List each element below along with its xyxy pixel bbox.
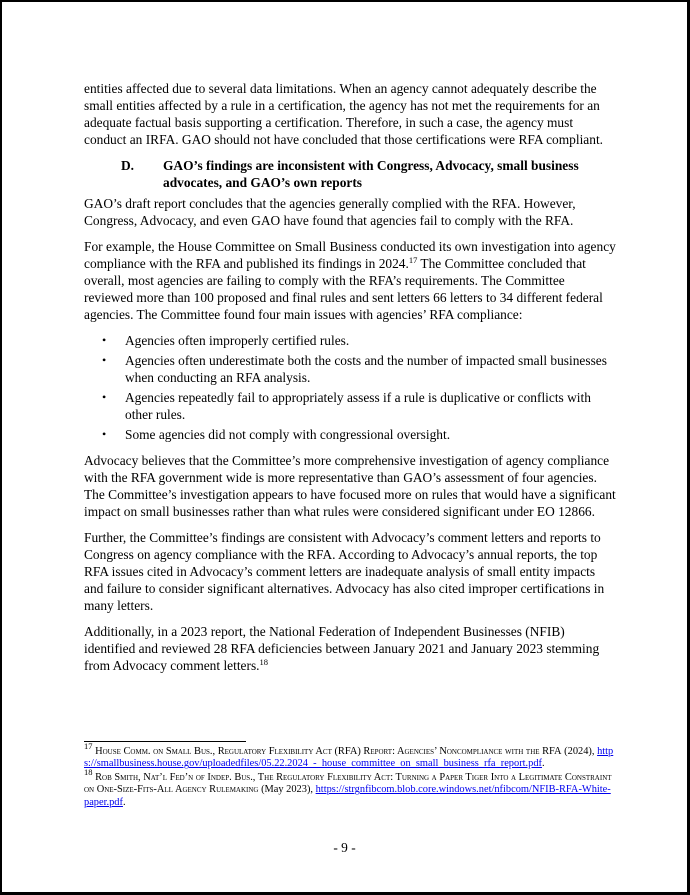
bullet-icon: •	[102, 353, 107, 367]
footnote-ref-18[interactable]: 18	[259, 657, 269, 667]
body-text	[84, 80, 616, 683]
list-item	[84, 352, 616, 386]
footnote-number: 18	[84, 766, 93, 777]
section-number: D.	[121, 158, 135, 173]
footnote-link[interactable]: https://strgnfibcom.blob.core.windows.net/nfibcom/NFIB-RFA-White-paper.pdf	[84, 784, 611, 808]
footnote-link[interactable]: https://smallbusiness.house.gov/uploadedfiles/05.22.2024_-_house_committee_on_small_business_rfa_report.pdf	[84, 746, 614, 770]
list-item-text: Agencies often underestimate both the costs and the number of impacted small businesses when conducting an RFA analysis.	[125, 353, 607, 385]
list-item	[84, 389, 616, 423]
footnote-number: 17	[84, 741, 93, 751]
list-item	[84, 332, 616, 349]
paragraph-certification: entities affected due to several data limitations. When an agency cannot adequately describe the small entities affected by a rule in a certification, the agency has not met the requirements for an adequate factual basis supporting a certification. Therefore, in such a case, the agency must conduct an IRFA. GAO should not have concluded that those certifications were RFA compliant.	[84, 81, 604, 147]
footnote-17	[84, 741, 616, 771]
footnote-divider	[84, 741, 246, 742]
footnotes	[84, 741, 616, 810]
paragraph-additionally-text: Additionally, in a 2023 report, the National Federation of Independent Businesses (NFIB) identified and reviewed 28 RFA deficiencies between January 2021 and January 2023 stemming from Advocacy comment letters.	[84, 624, 600, 673]
bullet-icon: •	[102, 333, 107, 347]
paragraph-advocacy: Advocacy believes that the Committee’s more comprehensive investigation of agency compliance with the RFA government wide is more representative than GAO’s assessment of four agencies. The Committee’s investigation appears to have focused more on rules that would have a significant impact on small businesses rather than what rules were considered significant under EO 12866.	[84, 453, 616, 519]
footnote-end: .	[542, 758, 545, 770]
bullet-icon: •	[102, 427, 107, 441]
footnote-ref-17[interactable]: 17	[408, 255, 418, 265]
list-item	[84, 426, 616, 443]
footnote-citation: Rob Smith, Nat’l Fed’n of Indep. Bus., The Regulatory Flexibility Act: Turning a Paper Tiger Into a Legitimate Constraint on One-Size-Fits-All Agency Rulemaking	[84, 771, 612, 796]
section-title: GAO’s findings are inconsistent with Congress, Advocacy, small business advocates, and GAO’s own reports	[163, 158, 579, 190]
paragraph-further: Further, the Committee’s findings are consistent with Advocacy’s comment letters and reports to Congress on agency compliance with the RFA. According to Advocacy’s annual reports, the top RFA issues cited in Advocacy’s comment letters are inadequate analysis of small entity impacts and failure to consider significant alternatives. Advocacy has also cited improper certifications in many letters.	[84, 530, 605, 613]
paragraph-example-text: For example, the House Committee on Small Business conducted its own investigation into agency compliance with the RFA and published its findings in 2024.	[84, 239, 616, 271]
section-heading	[84, 157, 616, 191]
paragraph-additionally	[84, 623, 616, 674]
list-item-text: Agencies repeatedly fail to appropriately assess if a rule is duplicative or conflicts with other rules.	[125, 390, 591, 422]
list-item-text: Agencies often improperly certified rules.	[125, 333, 350, 348]
paragraph-example-text-cont: The Committee concluded that overall, most agencies are failing to comply with the RFA’s requirements. The Committee reviewed more than 100 proposed and final rules and sent letters 66 letters to 34 different federal agencies. The Committee found four main issues with agencies’ RFA compliance:	[84, 256, 603, 322]
bullet-icon: •	[102, 390, 107, 404]
paragraph-intro: GAO’s draft report concludes that the agencies generally complied with the RFA. However, Congress, Advocacy, and even GAO have found that agencies fail to comply with the RFA.	[84, 196, 576, 228]
footnote-citation: House Comm. on Small Bus., Regulatory Flexibility Act (RFA) Report: Agencies’ Noncompliance with the RFA	[95, 746, 562, 757]
footnote-18	[84, 766, 616, 809]
paragraph-example	[84, 238, 616, 323]
footnote-detail: (2024),	[561, 746, 598, 757]
footnote-end: .	[122, 796, 126, 808]
footnote-detail: (May 2023),	[258, 784, 316, 796]
page-number: - 9 -	[333, 840, 356, 855]
list-item-text: Some agencies did not comply with congressional oversight.	[125, 427, 451, 442]
issues-list	[84, 332, 616, 443]
